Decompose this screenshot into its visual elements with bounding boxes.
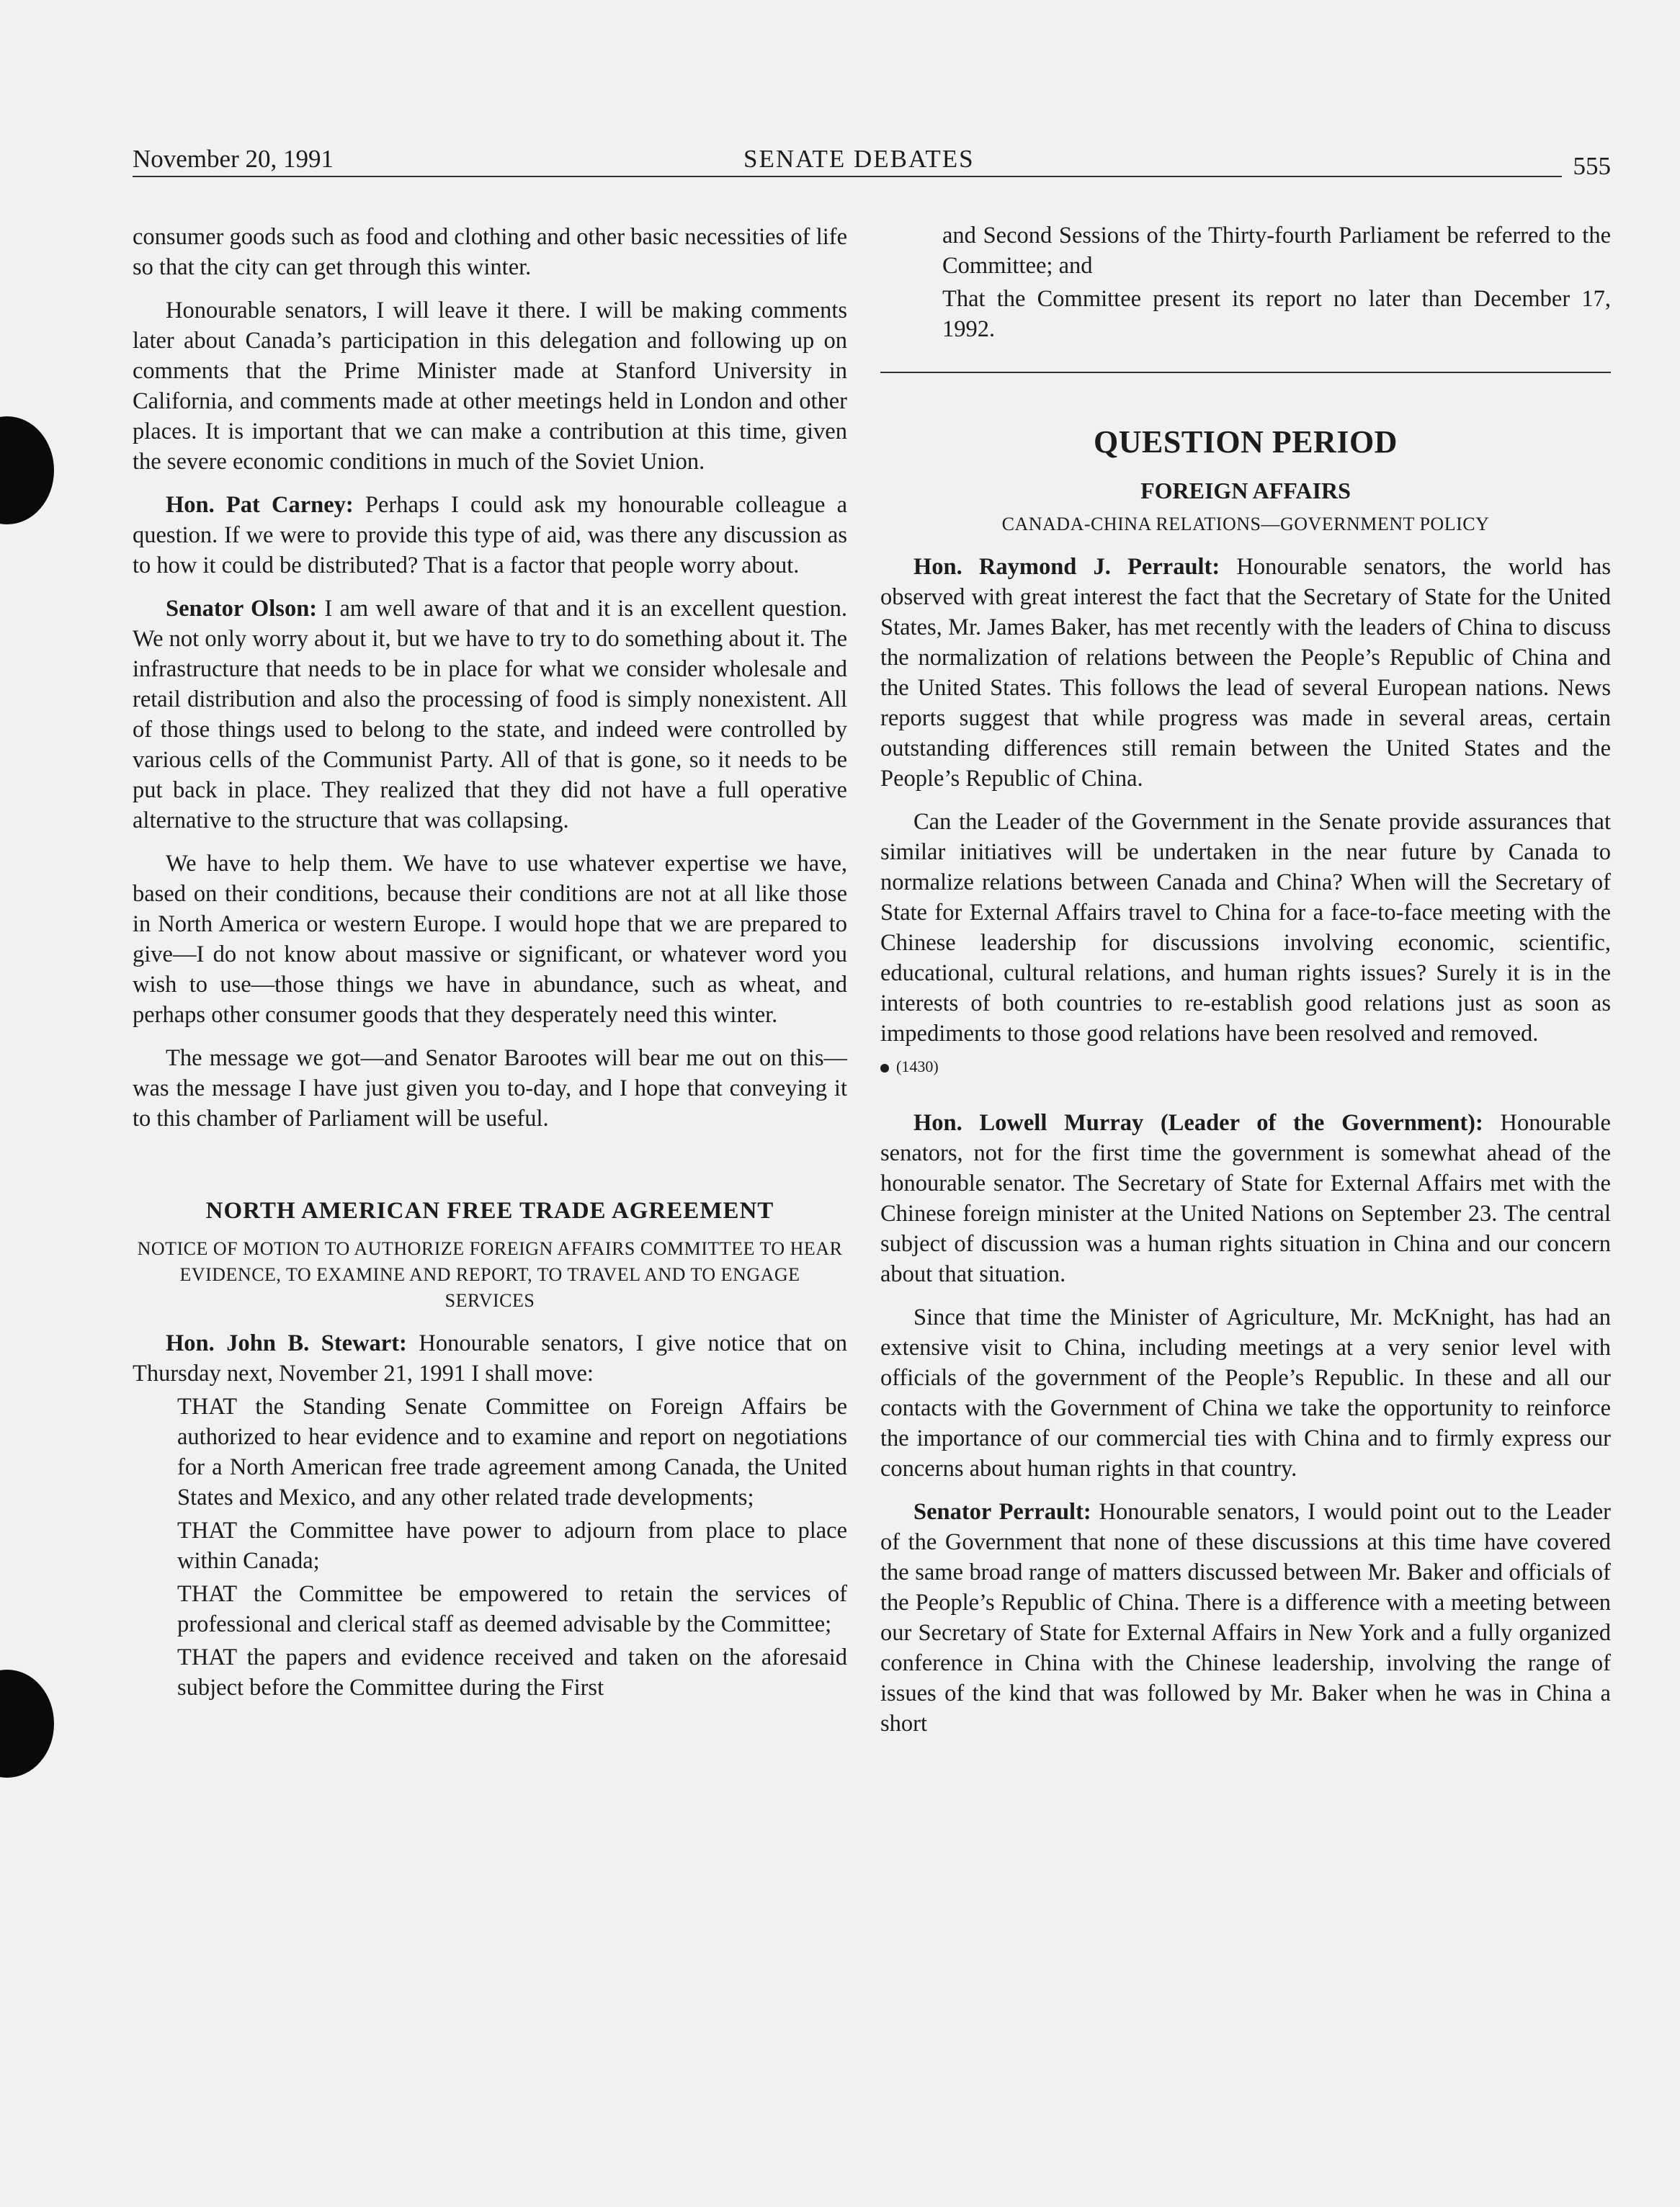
section-subheading: NOTICE OF MOTION TO AUTHORIZE FOREIGN AFFAIRS COMMITTEE TO HEAR EVIDENCE, TO EXAMINE AND REPORT, TO TRAVEL AND TO ENGAGE SERVICES <box>137 1238 843 1311</box>
speaker-name: Hon. Raymond J. Perrault: <box>913 554 1220 580</box>
paragraph: Honourable senators, I will leave it there. I will be making comments later about Canada’s participation in this delegation and following up on comments that the Prime Minister made at Stanford University in California, and comments made at other meetings held in London and other places. It is important that we can make a contribution at this time, given the severe economic conditions in much of the Soviet Union. <box>133 297 847 475</box>
bullet-icon <box>880 1064 889 1073</box>
paragraph <box>133 1328 847 1389</box>
speaker-name: Hon. Lowell Murray (Leader of the Government): <box>913 1110 1483 1136</box>
motion-clause: and Second Sessions of the Thirty-fourth Parliament be referred to the Committee; and <box>942 223 1611 279</box>
paragraph <box>133 490 847 581</box>
speech-text: I am well aware of that and it is an excellent question. We not only worry about it, but we have to try to do something about it. The infrastructure that needs to be in place for what we consider wholesale and retail distribution and also the processing of food is simply nonexistent. All of those things used to belong to the state, and indeed were controlled by various cells of the Communist Party. All of that is gone, so it needs to be put back in place. They realized that they did not have a full operative alternative to the structure that was collapsing. <box>133 596 847 833</box>
header-title: SENATE DEBATES <box>743 145 975 173</box>
section-heading: NORTH AMERICAN FREE TRADE AGREEMENT <box>205 1198 774 1224</box>
right-column <box>880 222 1611 1752</box>
punch-hole <box>0 416 54 524</box>
paragraph: Since that time the Minister of Agriculture, Mr. McKnight, has had an extensive visit to China, including meetings at a very senior level with officials of the government of the People’s Republic. In these and all our contacts with the Government of China we take the opportunity to reinforce the importance of our commercial ties with China and to firmly express our concerns about human rights in that country. <box>880 1304 1611 1482</box>
section-divider <box>880 372 1611 373</box>
running-head <box>133 143 1611 180</box>
paragraph: We have to help them. We have to use whatever expertise we have, based on their conditions, because their conditions are not at all like those in North America or western Europe. I would hope that we are prepared to give—I do not know about massive or significant, or whatever word you wish to use—those things we have in abundance, such as wheat, and perhaps other consumer goods that they desperately need this winter. <box>133 851 847 1028</box>
left-column <box>133 222 847 1706</box>
speech-text: Honourable senators, the world has observed with great interest the fact that the Secretary of State for the United States, Mr. James Baker, has met recently with the leaders of China to discuss the normalization of relations between the People’s Republic of China and the United States. This follows the lead of several European nations. News reports suggest that while progress was made in several areas, certain outstanding differences still remain between the United States and the People’s Republic of China. <box>880 554 1611 792</box>
speaker-name: Hon. Pat Carney: <box>166 492 354 518</box>
time-marker-text: (1430) <box>896 1057 939 1075</box>
motion-clause: THAT the papers and evidence received and taken on the aforesaid subject before the Committee during the First <box>177 1644 847 1701</box>
motion-clause: THAT the Committee be empowered to retain the services of professional and clerical staff as deemed advisable by the Committee; <box>177 1581 847 1637</box>
paragraph: consumer goods such as food and clothing and other basic necessities of life so that the city can get through this winter. <box>133 224 847 280</box>
speaker-name: Senator Perrault: <box>913 1499 1091 1525</box>
paragraph: The message we got—and Senator Barootes will bear me out on this—was the message I have just given you to-day, and I hope that conveying it to this chamber of Parliament will be useful. <box>133 1045 847 1132</box>
motion-clause: THAT the Standing Senate Committee on Foreign Affairs be authorized to hear evidence and to examine and report on negotiations for a North American free trade agreement among Canada, the United States and Mexico, and any other related trade developments; <box>177 1394 847 1510</box>
paragraph: Can the Leader of the Government in the Senate provide assurances that similar initiatives will be undertaken in the near future by Canada to normalize relations between Canada and China? When will the Secretary of State for External Affairs travel to China for a face-to-face meeting with the Chinese leadership for discussions involving economic, scientific, educational, cultural relations, and human rights issues? Surely it is in the interests of both countries to re-establish good relations just as soon as impediments to those good relations have been resolved and removed. <box>880 809 1611 1047</box>
motion-clause: THAT the Committee have power to adjourn from place to place within Canada; <box>177 1518 847 1574</box>
speech-text: Perhaps I could ask my honourable colleague a question. If we were to provide this type of aid, was there any discussion as to how it could be distributed? That is a factor that people worry about. <box>133 492 847 578</box>
section-heading: FOREIGN AFFAIRS <box>1140 478 1351 503</box>
page-number: 555 <box>1573 152 1611 180</box>
speaker-name: Hon. John B. Stewart: <box>166 1330 407 1356</box>
speech-text: Honourable senators, not for the first time the government is somewhat ahead of the honourable senator. The Secretary of State for External Affairs met with the Chinese foreign minister at the United Nations on September 23. The central subject of discussion was a human rights situation in China and our concern about that situation. <box>880 1110 1611 1287</box>
question-period-heading: QUESTION PERIOD <box>1094 424 1398 460</box>
speech-text: Honourable senators, I give notice that on Thursday next, November 21, 1991 I shall move: <box>133 1330 848 1387</box>
paragraph <box>880 552 1611 794</box>
punch-hole <box>0 1670 54 1778</box>
section-subheading: CANADA-CHINA RELATIONS—GOVERNMENT POLICY <box>1001 514 1490 534</box>
paragraph <box>133 594 847 836</box>
paragraph <box>880 1108 1611 1289</box>
motion-clause: That the Committee present its report no later than December 17, 1992. <box>942 286 1611 342</box>
header-date: November 20, 1991 <box>133 145 334 173</box>
speaker-name: Senator Olson: <box>166 596 318 622</box>
header-rule <box>133 176 1562 177</box>
speech-text: Honourable senators, I would point out to the Leader of the Government that none of these discussions at this time have covered the same broad range of matters discussed between Mr. Baker and officials of the People’s Republic of China. There is a difference with a meeting between our Secretary of State for External Affairs in New York and a fully organized conference in China with the Chinese leadership, involving the range of issues of the kind that was followed by Mr. Baker when he was in China a short <box>880 1499 1611 1737</box>
time-marker <box>880 1052 1611 1082</box>
paragraph <box>880 1497 1611 1739</box>
